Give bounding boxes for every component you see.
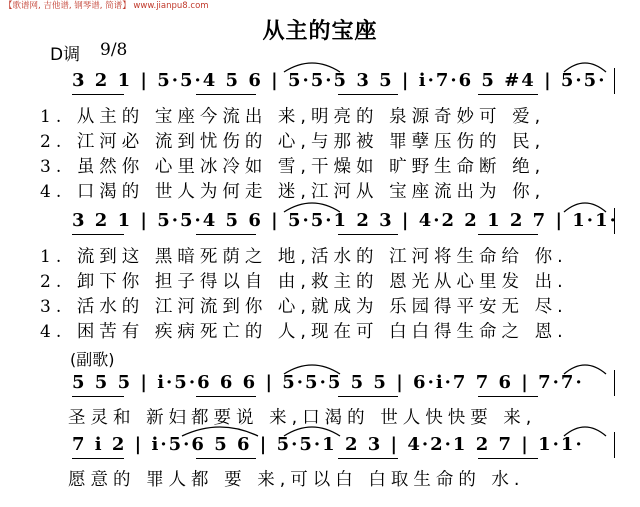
verse-number: 1. (40, 107, 67, 127)
chorus-lyric-2: 愿意的 罪人都 要 来,可以白 白取生命的 水. (68, 470, 525, 490)
slur-mark (562, 422, 608, 438)
barline (614, 432, 615, 458)
slur-mark (562, 198, 608, 214)
lyric-text: 江河必 流到忧伤的 心,与那被 罪孽压伤的 民, (76, 132, 546, 152)
verse-1-line-1 (40, 103, 545, 128)
beam-line (338, 94, 398, 95)
lyric-text: 困苦有 疾病死亡的 人,现在可 白白得生命之 恩. (76, 322, 568, 342)
site-watermark-bar: 【歌谱网, 吉他谱, 钢琴谱, 简谱】 www.jianpu8.com (4, 1, 209, 11)
slur-mark (562, 58, 608, 74)
verse-number: 2. (40, 132, 67, 152)
lyric-text: 虽然你 心里冰冷如 雪,干燥如 旷野生命断 绝, (76, 157, 546, 177)
slur-mark (282, 58, 342, 74)
slur-mark (180, 422, 260, 438)
lyric-text: 从主的 宝座今流出 来,明亮的 泉源奇妙可 爱, (76, 107, 546, 127)
beam-line (72, 458, 124, 459)
beam-line (196, 396, 256, 397)
verse-3-line-2 (40, 293, 568, 318)
beam-line (72, 396, 124, 397)
verse-number: 3. (40, 157, 67, 177)
key-signature: D调 (50, 45, 81, 65)
beam-line (196, 234, 256, 235)
beam-line (196, 94, 256, 95)
lyric-text: 流到这 黑暗死荫之 地,活水的 江河将生命给 你. (76, 247, 568, 267)
notation-row-3: 5 5 5 | i·5·6 6 6 | 5·5·5 5 5 | 6·i·7 7 6 | 7·7· (72, 372, 584, 393)
beam-line (478, 458, 538, 459)
beam-line (72, 94, 124, 95)
chorus-lyric-1: 圣灵和 新妇都要说 来,口渴的 世人快快要 来, (68, 408, 537, 428)
verse-number: 1. (40, 247, 67, 267)
beam-line (478, 94, 538, 95)
verse-2-line-2 (40, 268, 568, 293)
lyric-text: 卸下你 担子得以自 由,救主的 恩光从心里发 出. (76, 272, 568, 292)
chorus-label: (副歌) (70, 350, 115, 369)
slur-mark (562, 360, 608, 376)
beam-line (338, 234, 398, 235)
barline (614, 208, 615, 234)
barline (614, 68, 615, 94)
verse-number: 4. (40, 182, 67, 202)
verse-number: 3. (40, 297, 67, 317)
beam-line (72, 234, 124, 235)
slur-mark (282, 198, 342, 214)
beam-line (478, 396, 538, 397)
beam-line (196, 458, 256, 459)
notation-row-4: 7 i 2 | i·5·6 5 6 | 5·5·1 2 3 | 4·2·1 2 7 | 1·1· (72, 434, 584, 455)
verse-3-line-1 (40, 153, 545, 178)
song-title: 从主的宝座 (262, 19, 378, 44)
beam-line (338, 458, 398, 459)
notation-row-2: 3 2 1 | 5·5·4 5 6 | 5·5·1 2 3 | 4·2 2 1 2 7 | 1·1· (72, 210, 618, 231)
verse-2-line-1 (40, 128, 545, 153)
verse-4-line-2 (40, 318, 568, 343)
lyric-text: 口渴的 世人为何走 迷,江河从 宝座流出为 你, (76, 182, 546, 202)
notation-row-1: 3 2 1 | 5·5·4 5 6 | 5·5·5 3 5 | i·7·6 5 #4 | 5·5· (72, 70, 607, 91)
beam-line (478, 234, 538, 235)
verse-1-line-2 (40, 243, 568, 268)
slur-mark (282, 360, 342, 376)
barline (614, 370, 615, 396)
lyric-text: 活水的 江河流到你 心,就成为 乐园得平安无 尽. (76, 297, 568, 317)
verse-number: 4. (40, 322, 67, 342)
time-signature: 9/8 (100, 40, 128, 60)
verse-number: 2. (40, 272, 67, 292)
slur-mark (282, 422, 342, 438)
beam-line (338, 396, 398, 397)
